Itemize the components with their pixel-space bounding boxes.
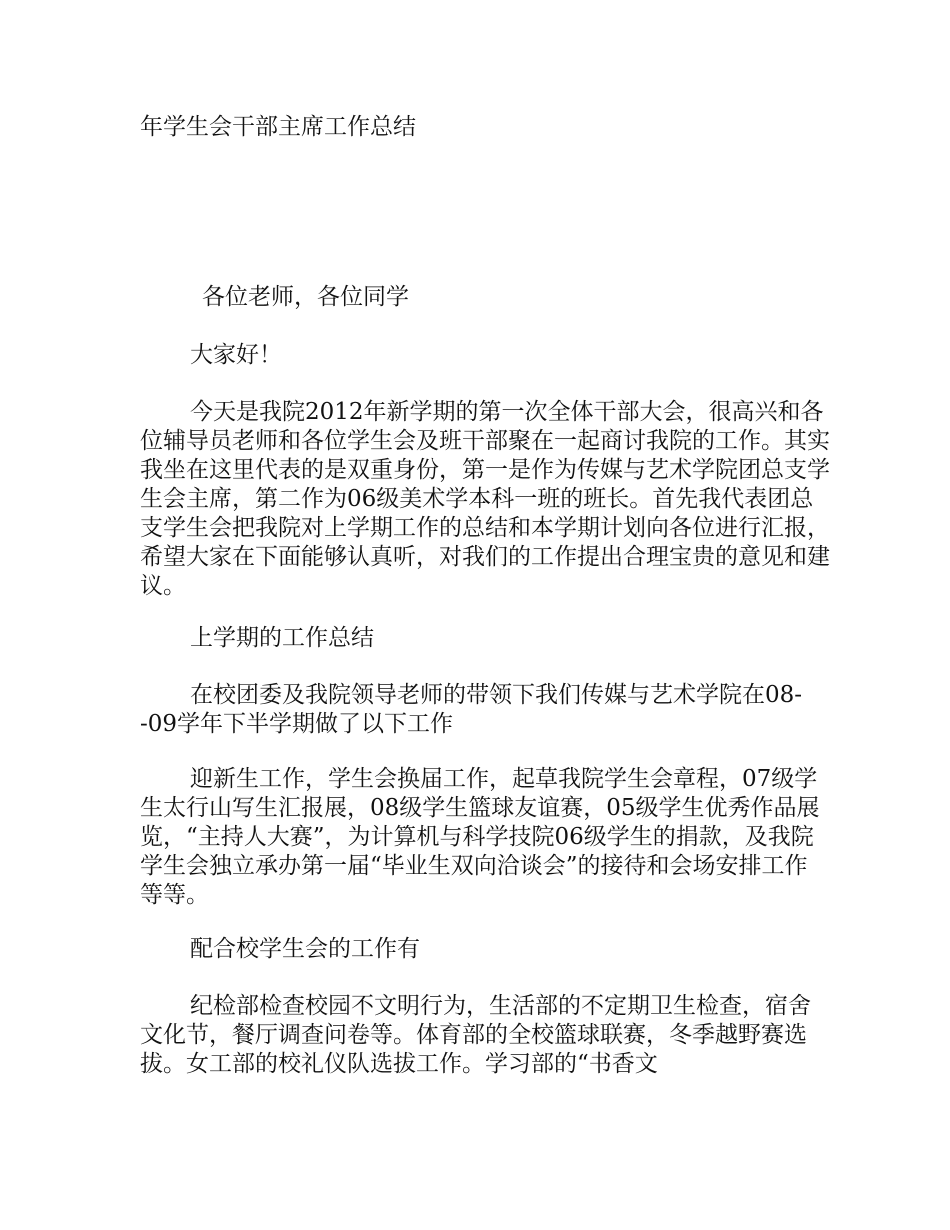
paragraph: 在校团委及我院领导老师的带领下我们传媒与艺术学院在08--09学年下半学期做了以下工作 bbox=[140, 682, 803, 737]
section-heading: 上学期的工作总结 bbox=[190, 625, 374, 651]
paragraph: 纪检部检查校园不文明行为，生活部的不定期卫生检查，宿舍文化节，餐厅调查问卷等。体育部的全校篮球联赛，冬季越野赛选拔。女工部的校礼仪队选拔工作。学习部的“书香文 bbox=[140, 993, 811, 1077]
paragraph: 大家好！ bbox=[190, 342, 282, 368]
paragraph: 今天是我院2012年新学期的第一次全体干部大会，很高兴和各位辅导员老师和各位学生会及班干部聚在一起商讨我院的工作。其实我坐在这里代表的是双重身份，第一是作为传媒与艺术学院团总支学生会主席，第二作为06级美术学本科一班的班长。首先我代表团总支学生会把我院对上学期工作的总结和本学期计划向各位进行汇报，希望大家在下面能够认真听，对我们的工作提出合理宝贵的意见和建议。 bbox=[140, 399, 830, 599]
section-heading: 配合校学生会的工作有 bbox=[190, 936, 420, 962]
greeting-line: 各位老师，各位同学 bbox=[202, 284, 409, 310]
document-title: 年学生会干部主席工作总结 bbox=[140, 114, 416, 140]
paragraph: 迎新生工作，学生会换届工作，起草我院学生会章程，07级学生太行山写生汇报展，08级学生篮球友谊赛，05级学生优秀作品展览，“主持人大赛”，为计算机与科学技院06级学生的捐款，及我院学生会独立承办第一届“毕业生双向洽谈会”的接待和会场安排工作等等。 bbox=[140, 766, 820, 908]
